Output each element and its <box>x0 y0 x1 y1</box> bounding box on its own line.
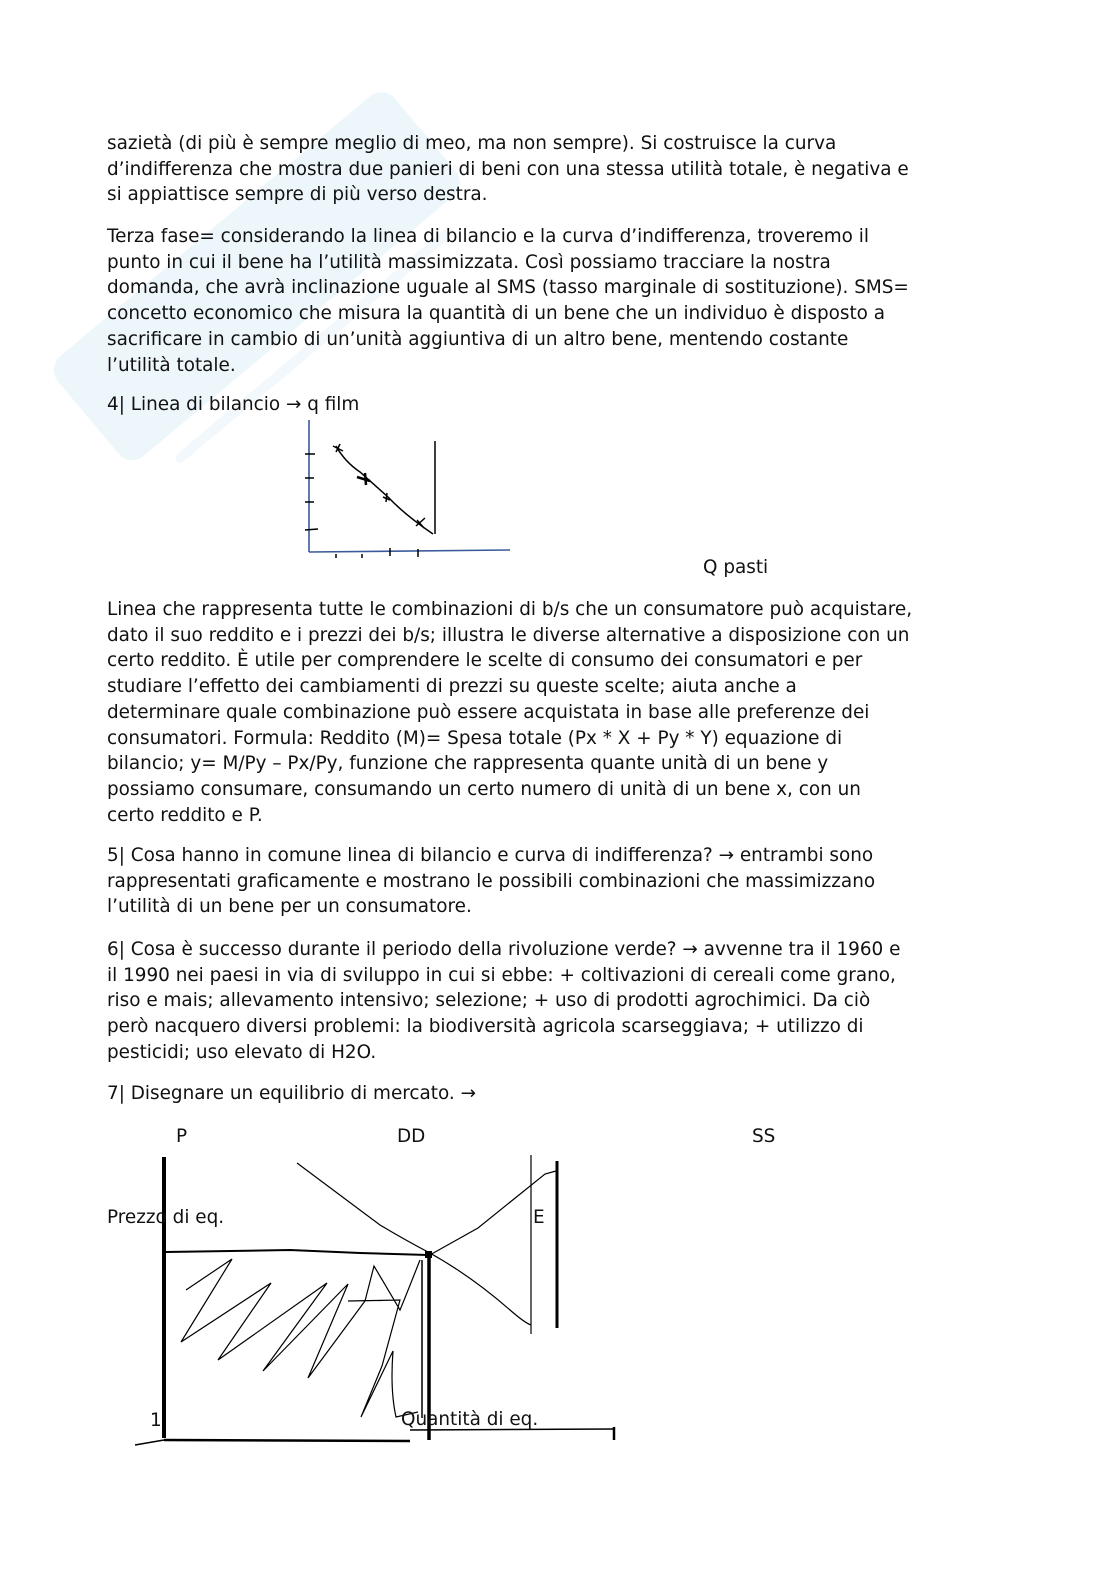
text-line: 6| Cosa è successo durante il periodo della rivoluzione verde? → avvenne tra il 1960 e <box>107 939 901 960</box>
text-line: bilancio; y= M/Py – Px/Py, funzione che rappresenta quante unità di un bene y <box>107 753 829 775</box>
text-line: 4| Linea di bilancio → q film <box>107 394 360 415</box>
text-line: consumatori. Formula: Reddito (M)= Spesa totale (Px * X + Py * Y) equazione di <box>107 727 843 749</box>
text-line: l’utilità di un bene per un consumatore. <box>107 896 472 918</box>
label-e: E <box>533 1207 545 1228</box>
text-line: dato il suo reddito e i prezzi dei b/s; illustra le diverse alternative a disposizione con un <box>107 624 910 646</box>
text-line: punto in cui il bene ha l’utilità massimizzata. Così possiamo tracciare la nostra <box>107 251 831 273</box>
label-ss: SS <box>752 1126 776 1147</box>
text-line: l’utilità totale. <box>107 354 236 376</box>
text-line: possiamo consumare, consumando un certo numero di unità di un bene x, con un <box>107 778 861 800</box>
price-eq-line <box>166 1250 428 1255</box>
text-line: rappresentati graficamente e mostrano le possibili combinazioni che massimizzano <box>107 870 876 892</box>
label-p: P <box>176 1126 188 1147</box>
scribble-shading <box>181 1259 420 1417</box>
text-line: determinare quale combinazione può essere acquistata in base alle preferenze dei <box>107 701 870 723</box>
x-axis-label-q-pasti: Q pasti <box>703 557 769 578</box>
text-line: il 1990 nei paesi in via di sviluppo in cui si ebbe: + coltivazioni di cereali come grano, <box>107 964 896 986</box>
text-line: riso e mais; allevamento intensivo; selezione; + uso di prodotti agrochimici. Da ciò <box>107 990 871 1012</box>
text-line: però nacquero diversi problemi: la biodiversità agricola scarseggiava; + utilizzo di <box>107 1016 864 1038</box>
q-axis <box>164 1440 410 1441</box>
label-one: 1 <box>150 1410 162 1431</box>
text-line: si appiattisce sempre di più verso destra. <box>107 184 488 206</box>
text-line: sazietà (di più è sempre meglio di meo, ma non sempre). Si costruisce la curva <box>107 133 837 154</box>
text-line: Terza fase= considerando la linea di bilancio e la curva d’indifferenza, troveremo il <box>107 226 869 247</box>
text-line: pesticidi; uso elevato di H2O. <box>107 1041 377 1063</box>
text-line: certo reddito. È utile per comprendere le scelte di consumo dei consumatori e per <box>107 650 863 672</box>
text-line: studiare l’effetto dei cambiamenti di prezzi su queste scelte; aiuta anche a <box>107 676 797 698</box>
equilibrium-point <box>425 1251 432 1258</box>
text-line: 7| Disegnare un equilibrio di mercato. → <box>107 1083 477 1104</box>
label-quantity-equilibrium: Quantità di eq. <box>401 1409 539 1430</box>
text-line: Linea che rappresenta tutte le combinazioni di b/s che un consumatore può acquistare, <box>107 599 913 620</box>
text-line: d’indifferenza che mostra due panieri di beni con una stessa utilità totale, è negativa e <box>107 158 909 180</box>
label-price-equilibrium: Prezzo di eq. <box>107 1207 225 1228</box>
text-line: certo reddito e P. <box>107 804 263 826</box>
label-dd: DD <box>397 1126 426 1147</box>
text-line: sacrificare in cambio di un’unità aggiuntiva di un altro bene, mentendo costante <box>107 328 849 350</box>
text-line: 5| Cosa hanno in comune linea di bilancio e curva di indifferenza? → entrambi sono <box>107 845 874 866</box>
text-line: concetto economico che misura la quantità di un bene che un individuo è disposto a <box>107 303 886 325</box>
text-line: domanda, che avrà inclinazione uguale al SMS (tasso marginale di sostituzione). SMS= <box>107 277 909 299</box>
